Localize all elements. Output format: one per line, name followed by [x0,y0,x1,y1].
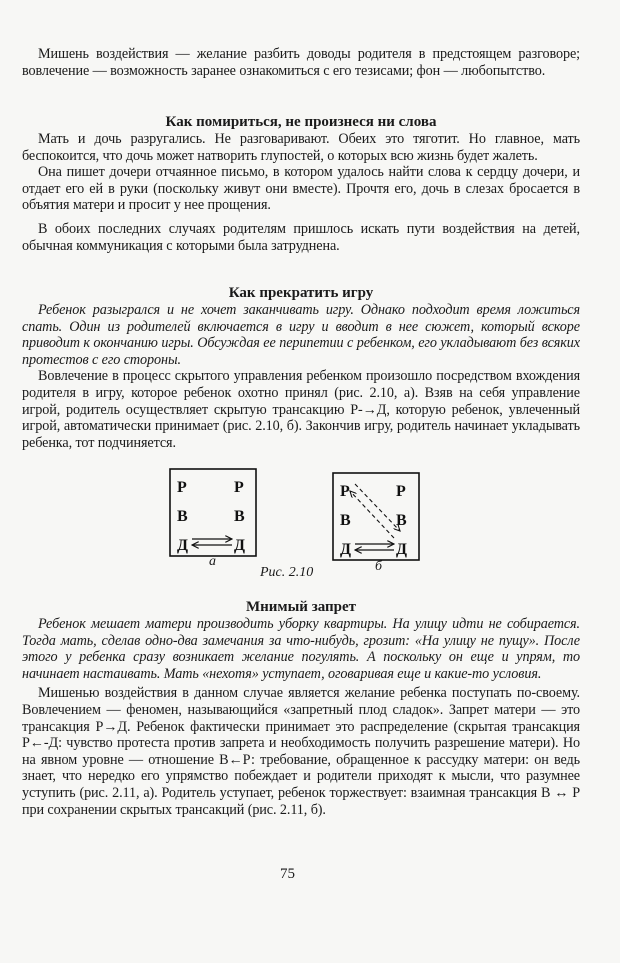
figure-caption: Рис. 2.10 [260,565,314,580]
state-v-left: В [340,512,351,529]
state-d-left: Д [340,541,352,558]
paragraph: Мать и дочь разругались. Не разговаривают. Обеих это тяготит. Но главное, мать беспокоится, что дочь может натворить глупостей, о которых всю жизнь будет жалеть. [22,131,580,164]
paragraph: Мишенью воздействия в данном случае является желание ребенка поступать по-своему. Вовлечением — феномен, называющийся «запретный плод сладок». Запрет матери — это трансакция Р→Д. Ребенок фактически принимает это распределение (скрытая трансакция Р←-Д: чувство протеста против запрета и необходимость получить разрешение матери). Но на явном уровне — отношение В←Р: требование, обращенное к рассудку матери: он ведь знает, что нередко его упрямство побеждает и родители приходят к мысли, что разумнее уступить (рис. 2.11, а). Родитель уступает, ребенок торжествует: взаимная трансакция В ↔ Р при сохранении скрытых трансакций (рис. 2.11, б). [22,685,580,818]
paragraph: В обоих последних случаях родителям пришлось искать пути воздействия на детей, обычная коммуникация с которыми была затруднена. [22,220,580,254]
state-d-right: Д [234,537,246,554]
state-p-right: Р [396,483,406,500]
panel-a [170,469,256,556]
intro-paragraph: Мишень воздействия — желание разбить доводы родителя в предстоящем разговоре; вовлечение — возможность заранее ознакомиться с его тезисами; фон — любопытство. [22,46,580,79]
panel-b-label: б [375,559,383,574]
example-paragraph: Ребенок мешает матери производить уборку квартиры. На улицу идти не собирается. Тогда мать, сделав одно-два замечания за что-нибудь, грозит: «На улицу не пущу». После этого у ребенка сразу возникает желание погулять. А поскольку он еще и упрям, то начинает настаивать. Мать «нехотя» уступает, оговаривая еще и какие-то условия. [22,616,580,682]
state-v-left: В [177,508,188,525]
state-d-right: Д [396,541,408,558]
state-v-right: В [234,508,245,525]
state-p-left: Р [177,479,187,496]
figure-2-10 [160,462,440,562]
state-p-right: Р [234,479,244,496]
page-number: 75 [280,866,295,882]
section-reconcile [22,113,580,254]
section-stop-game [22,284,580,451]
panel-a-label: а [209,554,216,569]
state-v-right: В [396,512,407,529]
intro-block [22,46,580,79]
panel-b [333,473,419,560]
state-d-left: Д [177,537,189,554]
paragraph: Она пишет дочери отчаянное письмо, в котором удалось найти слова к сердцу дочери, и отдает его ей в руки (поскольку живут они вместе). Прочтя его, дочь в слезах бросается в объятия матери и просит у нее прощения. [22,164,580,214]
state-p-left: Р [340,483,350,500]
example-paragraph: Ребенок разыгрался и не хочет заканчивать игру. Однако подходит время ложиться спать. Один из родителей включается в игру и вводит в нее сюжет, который вскоре приводит к окончанию игры. Обсуждая ее перипетии с ребенком, его укладывают без всяких протестов с его стороны. [22,302,580,368]
section-heading: Мнимый запрет [245,599,357,615]
section-heading: Как прекратить игру [228,285,374,301]
section-heading: Как помириться, не произнеся ни слова [165,114,437,130]
paragraph: Вовлечение в процесс скрытого управления ребенком произошло посредством вхождения родителя в игру, которое ребенок охотно принял (рис. 2.10, а). Взяв на себя управление игрой, родитель осуществляет скрытую трансакцию Р-→Д, которую ребенок, увлеченный игрой, автоматически принимает (рис. 2.10, б). Закончив игру, родитель начинает укладывать ребенка, тот подчиняется. [22,368,580,451]
section-imaginary-ban [22,598,580,818]
